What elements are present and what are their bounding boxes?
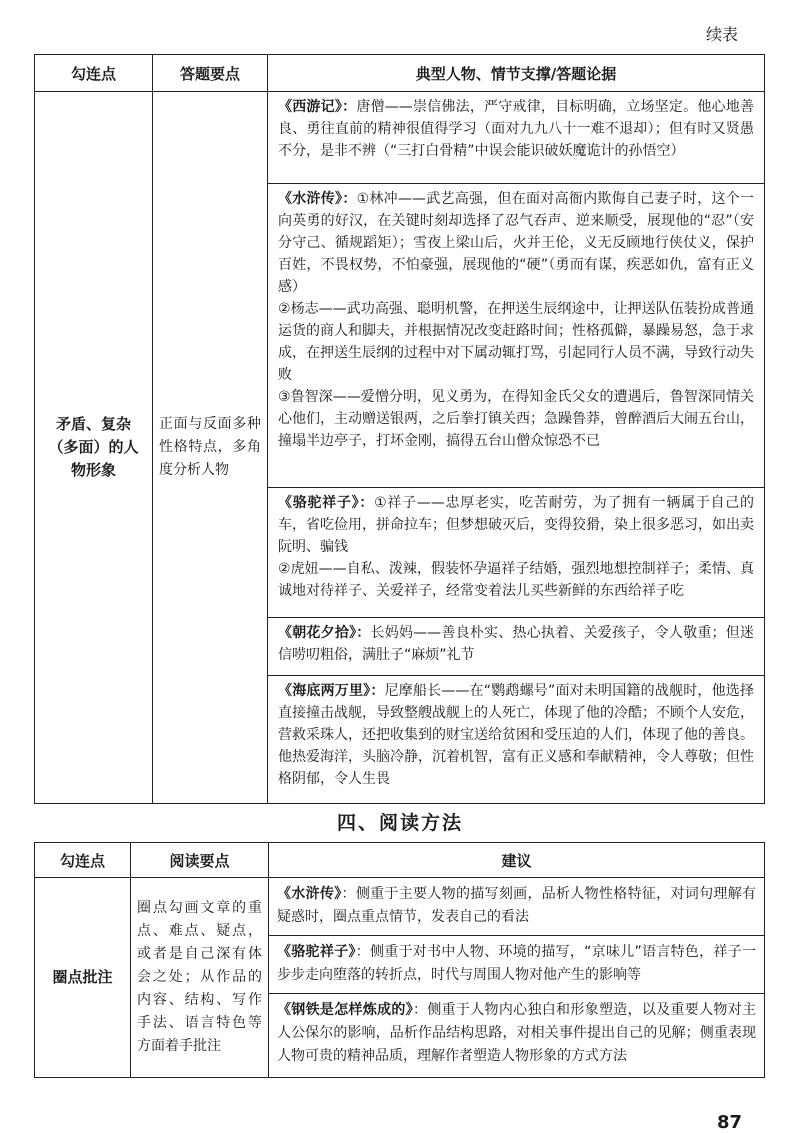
evidence-luotuo [268, 488, 765, 618]
evidence-item: ③鲁智深——爱憎分明，见义勇为，在得知金氏父女的遭遇后，鲁智深同情关心他们，主动赠送银两，之后拳打镇关西；急躁鲁莽，曾醉酒后大闹五台山，撞塌半边亭子，打坏金刚，搞得五台山僧众惊恐不已 [278, 389, 754, 449]
topic-cell: 矛盾、复杂（多面）的人物形象 [35, 92, 153, 804]
header-link-point: 勾连点 [35, 55, 153, 92]
evidence-item: ②虎妞——自私、泼辣，假装怀孕逼祥子结婚，强烈地想控制祥子；柔情、真诚地对待祥子、关爱祥子，经常变着法儿买些新鲜的东西给祥子吃 [278, 561, 754, 599]
evidence-text: 长妈妈——善良朴实、热心执着、关爱孩子，令人敬重；但迷信唠叨粗俗，满肚子“麻烦”礼节 [278, 625, 754, 663]
book-title: 《骆驼祥子》 [277, 944, 356, 960]
header-reading-points: 阅读要点 [131, 843, 269, 878]
table-header-row [35, 843, 765, 878]
header-link-point: 勾连点 [35, 843, 131, 878]
header-answer-points: 答题要点 [153, 55, 268, 92]
book-title: 《西游记》： [278, 99, 357, 115]
page-number: 87 [716, 1112, 742, 1133]
suggestion-luotuo [269, 936, 765, 994]
method-topic-cell: 圈点批注 [35, 878, 131, 1078]
header-evidence: 典型人物、情节支撑/答题论据 [268, 55, 765, 92]
evidence-xiyouji [268, 92, 765, 184]
book-title: 《朝花夕拾》： [278, 625, 371, 641]
continued-label: 续表 [705, 25, 738, 44]
evidence-text: ①祥子——忠厚老实，吃苦耐劳，为了拥有一辆属于自己的车，省吃俭用，拼命拉车；但梦想破灭后，变得狡猾，染上很多恶习，如出卖阮明、骗钱 [278, 495, 754, 555]
suggestion-text: ：侧重于对书中人物、环境的描写，“京味儿”语言特色，祥子一步步走向堕落的转折点，时代与周围人物对他产生的影响等 [277, 944, 757, 983]
book-title: 《海底两万里》： [278, 683, 385, 699]
section-title: 四、阅读方法 [336, 812, 463, 834]
evidence-item [278, 188, 754, 298]
points-cell: 正面与反面多种性格特点，多角度分析人物 [153, 92, 268, 804]
evidence-item: ②杨志——武功高强、聪明机警，在押送生辰纲途中，让押送队伍装扮成普通运货的商人和脚夫，并根据情况改变赶路时间；性格孤僻，暴躁易怒，急于求成，在押送生辰纲的过程中对下属动辄打骂，引起同行人员不满，导致行动失败 [278, 301, 754, 383]
reading-method-table [34, 842, 765, 1078]
evidence-haidi [268, 676, 765, 804]
header-suggestion: 建议 [269, 843, 765, 878]
book-title: 《水浒传》 [277, 886, 342, 902]
evidence-item [278, 492, 754, 558]
evidence-zhaohua [268, 618, 765, 676]
evidence-text: ①林冲——武艺高强，但在面对高衙内欺侮自己妻子时，这个一向英勇的好汉，在关键时刻却选择了忍气吞声、逆来顺受，展现他的“忍”（安分守己、循规蹈矩）；雪夜上梁山后，火并王伦，义无反顾地行侠仗义，保护百姓，不畏权势，不怕豪强，展现他的“硬”（勇而有谋，疾恶如仇，富有正义感） [278, 191, 754, 295]
table-row [35, 878, 765, 936]
suggestion-shuihu [269, 878, 765, 936]
evidence-text: 唐僧——崇信佛法，严守戒律，目标明确，立场坚定。他心地善良、勇往直前的精神很值得学习（面对九九八十一难不退却）；但有时又贤愚不分，是非不辨（“三打白骨精”中误会能识破妖魔诡计的孙悟空） [278, 99, 754, 159]
method-points-cell: 圈点勾画文章的重点、难点、疑点，或者是自己深有体会之处；从作品的内容、结构、写作手法、语言特色等方面着手批注 [131, 878, 269, 1078]
suggestion-text: ：侧重于主要人物的描写刻画，品析人物性格特征，对词句理解有疑惑时，圈点重点情节，发表自己的看法 [277, 886, 756, 925]
suggestion-text: ：侧重于人物内心独白和形象塑造，以及重要人物对主人公保尔的影响，品析作品结构思路，对相关事件提出自己的见解；侧重表现人物可贵的精神品质，理解作者塑造人物形象的方式方法 [277, 1002, 756, 1064]
suggestion-gangtie [269, 994, 765, 1078]
character-table [34, 54, 765, 804]
book-title: 《骆驼祥子》： [278, 495, 375, 511]
evidence-shuihu [268, 184, 765, 488]
evidence-text: 尼摩船长——在“鹦鹉螺号”面对未明国籍的战舰时，他选择直接撞击战舰，导致整艘战舰上的人死亡，体现了他的冷酷；不顾个人安危，营救采珠人，还把收集到的财宝送给贫困和受压迫的人们，体现了他的善良。他热爱海洋，头脑冷静，沉着机智，富有正义感和奉献精神，令人尊敬；但性格阴郁，令人生畏 [278, 683, 754, 787]
table-header-row [35, 55, 765, 92]
book-title: 《钢铁是怎样炼成的》 [277, 1002, 414, 1018]
book-title: 《水浒传》： [278, 191, 357, 207]
table-row [35, 92, 765, 184]
